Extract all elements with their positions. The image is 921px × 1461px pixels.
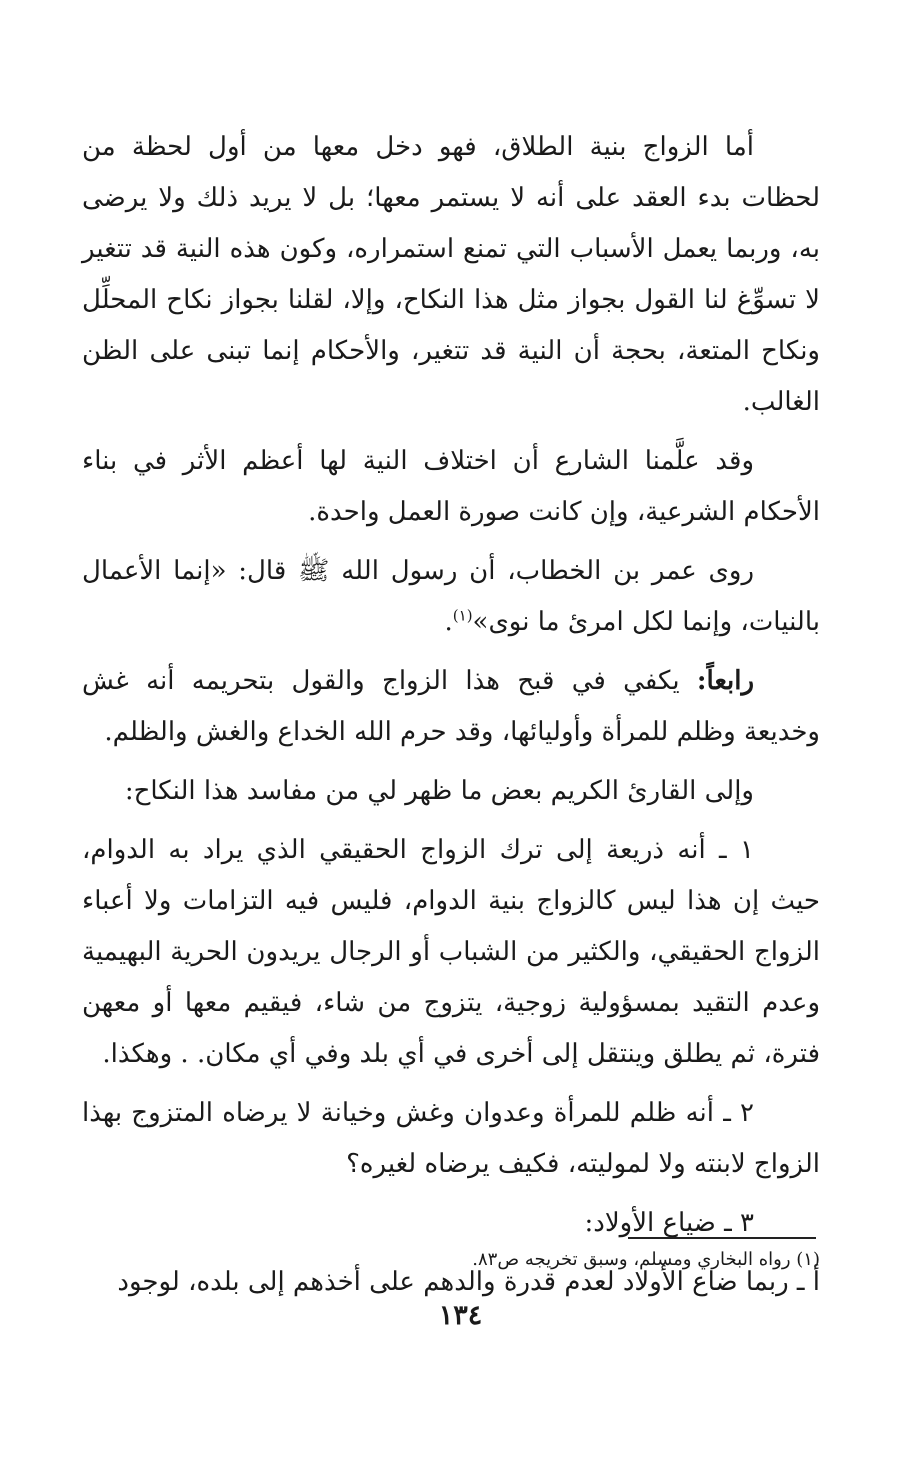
footnote-separator [628, 1237, 816, 1239]
paragraph-harms-intro: وإلى القارئ الكريم بعض ما ظهر لي من مفاسد هذا النكاح: [124, 776, 754, 806]
footnote-reference: (١) [452, 606, 473, 625]
paragraph-harm-3a: أ ـ ربما ضاع الأولاد لعدم قدرة والدهم على أخذهم إلى بلده، لوجود [117, 1267, 820, 1297]
paragraph-shariah-intent: وقد علَّمنا الشارع أن اختلاف النية لها أعظم الأثر في بناء الأحكام الشرعية، وإن كانت صورة العمل واحدة. [82, 446, 820, 527]
paragraph-fourth [82, 656, 820, 758]
paragraph-harm-1: ١ ـ أنه ذريعة إلى ترك الزواج الحقيقي الذي يراد به الدوام، حيث إن هذا ليس كالزواج بنية الدوام، فليس فيه التزامات ولا أعباء الزواج الحقيقي، والكثير من الشباب أو الرجال يريدون الحرية البهيمية وعدم التقيد بمسؤولية زوجية، يتزوج من شاء، فيقيم معها أو معهن فترة، ثم يطلق وينتقل إلى أخرى في أي بلد وفي أي مكان. . وهكذا. [82, 835, 820, 1069]
hadith-text: روى عمر بن الخطاب، أن رسول الله ﷺ قال: «إنما الأعمال بالنيات، وإنما لكل امرئ ما نوى» [82, 556, 820, 637]
paragraph-intent-divorce: أما الزواج بنية الطلاق، فهو دخل معها من أول لحظة من لحظات بدء العقد على أنه لا يستمر معها؛ بل لا يريد ذلك ولا يرضى به، وربما يعمل الأسباب التي تمنع استمراره، وكون هذه النية قد تتغير لا تسوِّغ لنا القول بجواز مثل هذا النكاح، وإلا، لقلنا بجواز نكاح المحلِّل ونكاح المتعة، بحجة أن النية قد تتغير، والأحكام إنما تبنى على الظن الغالب. [82, 132, 820, 417]
paragraph-harm-3: ٣ ـ ضياع الأولاد: [584, 1208, 754, 1238]
hadith-end: . [444, 607, 453, 637]
paragraph-hadith [82, 546, 820, 648]
paragraph-harm-2: ٢ ـ أنه ظلم للمرأة وعدوان وغش وخيانة لا يرضاه المتزوج بهذا الزواج لابنته ولا لموليته، فكيف يرضاه لغيره؟ [82, 1098, 820, 1179]
page-number: ١٣٤ [438, 1300, 483, 1331]
footnote-text: رواه البخاري ومسلم، وسبق تخريجه ص٨٣. [472, 1249, 791, 1270]
fourth-text: يكفي في قبح هذا الزواج والقول بتحريمه أنه غش وخديعة وظلم للمرأة وأوليائها، وقد حرم الله الخداع والغش والظلم. [82, 666, 820, 747]
footnote-marker: (١) [796, 1249, 820, 1270]
fourth-lead: رابعاً: [696, 666, 754, 696]
footnotes [82, 1244, 820, 1276]
page-body [82, 122, 820, 1316]
